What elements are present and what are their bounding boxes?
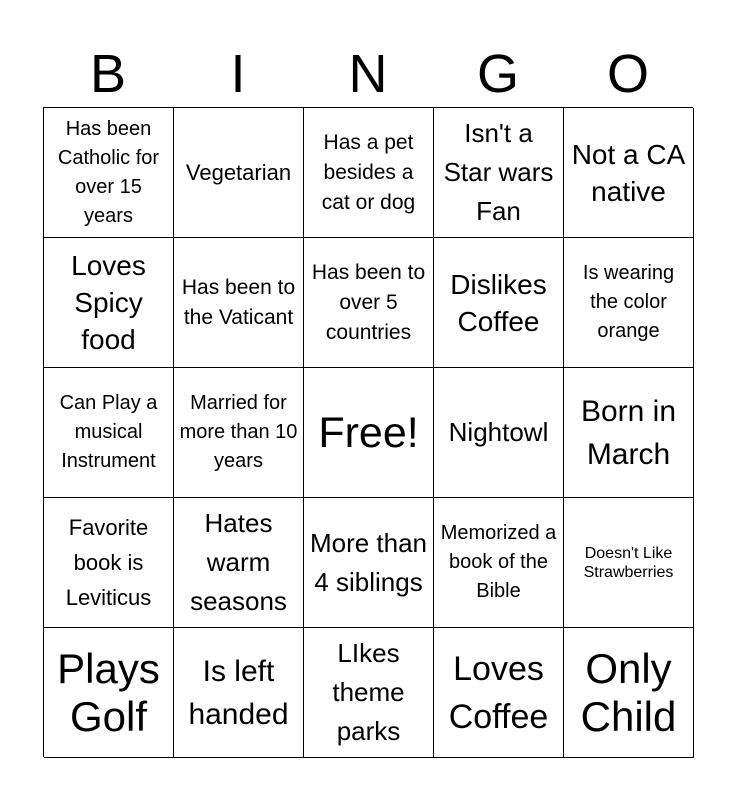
header-letter-b: B: [89, 44, 127, 104]
cell-label: Only Child: [580, 644, 677, 740]
bingo-cell[interactable]: [564, 238, 694, 368]
bingo-cell[interactable]: [434, 498, 564, 628]
cell-label: Doesn't Like Strawberries: [583, 544, 674, 581]
cell-label: Is wearing the color orange: [582, 262, 675, 342]
cell-label: Born in March: [580, 394, 677, 471]
bingo-cell[interactable]: [564, 498, 694, 628]
cell-label: Has been Catholic for over 15 years: [57, 117, 160, 227]
cell-label: Vegetarian: [185, 160, 292, 185]
cell-label: Loves Coffee: [448, 649, 549, 736]
bingo-cell[interactable]: [304, 108, 434, 238]
bingo-cell[interactable]: [44, 628, 174, 758]
cell-label: Isn't a Star wars Fan: [443, 118, 554, 226]
cell-label: Plays Golf: [57, 644, 160, 740]
bingo-cell[interactable]: [174, 108, 304, 238]
cell-label: Is left handed: [188, 654, 289, 731]
bingo-cell[interactable]: [44, 498, 174, 628]
cell-label: More than 4 siblings: [309, 527, 428, 597]
bingo-cell[interactable]: [434, 628, 564, 758]
bingo-cell[interactable]: [44, 108, 174, 238]
bingo-cell[interactable]: [304, 628, 434, 758]
cell-label: Married for more than 10 years: [179, 392, 298, 472]
cell-label: Free!: [318, 408, 419, 457]
bingo-header: [43, 40, 693, 108]
cell-label: Not a CA native: [571, 138, 686, 207]
bingo-cell[interactable]: [434, 108, 564, 238]
cell-label: Nightowl: [448, 417, 549, 447]
bingo-grid: [43, 107, 693, 757]
cell-label: LIkes theme parks: [332, 638, 405, 746]
bingo-cell[interactable]: [434, 368, 564, 498]
cell-label: Hates warm seasons: [190, 508, 287, 616]
bingo-cell-free[interactable]: [304, 368, 434, 498]
bingo-cell[interactable]: [174, 238, 304, 368]
bingo-cell[interactable]: [174, 628, 304, 758]
bingo-cell[interactable]: [174, 368, 304, 498]
bingo-cell[interactable]: [304, 238, 434, 368]
cell-label: Has a pet besides a cat or dog: [321, 130, 416, 214]
bingo-cell[interactable]: [174, 498, 304, 628]
bingo-cell[interactable]: [564, 628, 694, 758]
bingo-cell[interactable]: [564, 108, 694, 238]
bingo-cell[interactable]: [434, 238, 564, 368]
bingo-cell[interactable]: [44, 368, 174, 498]
cell-label: Has been to the Vaticant: [181, 275, 296, 329]
cell-label: Favorite book is Leviticus: [65, 515, 152, 610]
cell-label: Has been to over 5 countries: [311, 260, 426, 344]
bingo-cell[interactable]: [304, 498, 434, 628]
header-letter-g: G: [476, 44, 519, 104]
cell-label: Can Play a musical Instrument: [59, 392, 158, 472]
header-letter-i: I: [230, 44, 246, 104]
cell-label: Memorized a book of the Bible: [440, 522, 557, 602]
cell-label: Dislikes Coffee: [450, 268, 547, 337]
bingo-cell[interactable]: [564, 368, 694, 498]
cell-label: Loves Spicy food: [71, 250, 146, 355]
header-letter-n: N: [348, 44, 388, 104]
header-letter-o: O: [606, 44, 649, 104]
bingo-cell[interactable]: [44, 238, 174, 368]
